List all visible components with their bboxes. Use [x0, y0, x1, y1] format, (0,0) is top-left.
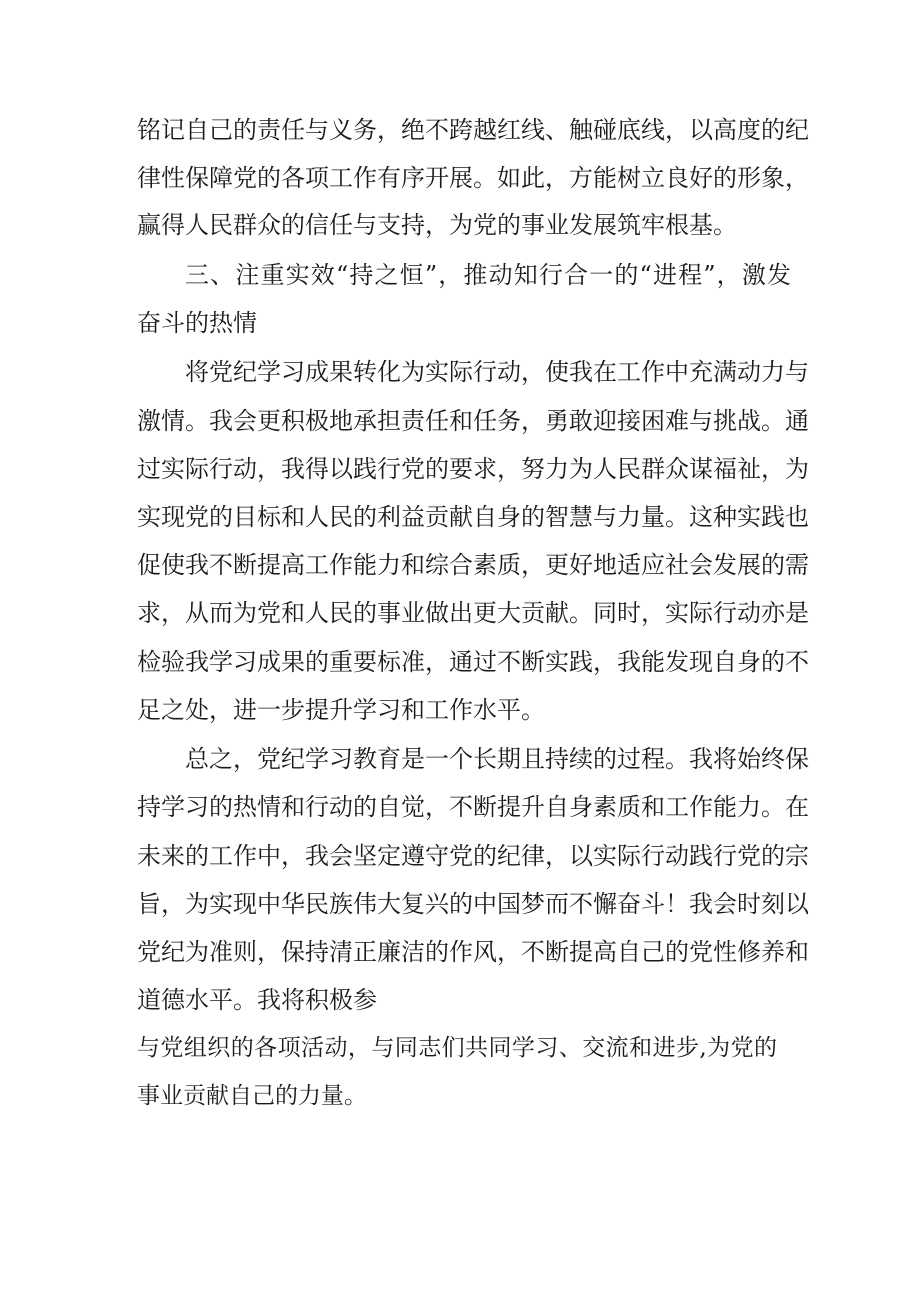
text-line: 过实际行动，我得以践行党的要求，努力为人民群众谋福祉，为	[137, 455, 809, 483]
text-line: 促使我不断提高工作能力和综合素质，更好地适应社会发展的需	[137, 551, 809, 579]
text-line: 总之，党纪学习教育是一个长期且持续的过程。我将始终保	[185, 745, 809, 773]
heading-line: 奋斗的热情	[137, 309, 257, 337]
text-line: 律性保障党的各项工作有序开展。如此，方能树立良好的形象，	[137, 164, 809, 192]
text-line: 道德水平。我将积极参	[137, 986, 377, 1014]
text-line: 与党组织的各项活动，与同志们共同学习、交流和进步,为党的	[137, 1035, 777, 1061]
text-line: 实现党的目标和人民的利益贡献自身的智慧与力量。这种实践也	[137, 503, 809, 531]
text-line: 足之处，进一步提升学习和工作水平。	[137, 696, 545, 724]
text-line: 党纪为准则，保持清正廉洁的作风，不断提高自己的党性修养和	[137, 938, 809, 966]
text-line: 旨，为实现中华民族伟大复兴的中国梦而不懈奋斗！我会时刻以	[137, 890, 809, 918]
text-line: 检验我学习成果的重要标准，通过不断实践，我能发现自身的不	[137, 648, 809, 676]
text-line: 持学习的热情和行动的自觉，不断提升自身素质和工作能力。在	[137, 793, 809, 821]
text-line: 铭记自己的责任与义务，绝不跨越红线、触碰底线，以高度的纪	[137, 116, 809, 144]
text-line: 求，从而为党和人民的事业做出更大贡献。同时，实际行动亦是	[137, 599, 809, 627]
text-line: 将党纪学习成果转化为实际行动，使我在工作中充满动力与	[185, 358, 809, 386]
text-line: 赢得人民群众的信任与支持，为党的事业发展筑牢根基。	[137, 211, 737, 239]
heading-line: 三、注重实效“持之恒”，推动知行合一的“进程”，激发	[185, 261, 791, 289]
text-line: 事业贡献自己的力量。	[137, 1083, 367, 1109]
text-line: 未来的工作中，我会坚定遵守党的纪律，以实际行动践行党的宗	[137, 842, 809, 870]
text-line: 激情。我会更积极地承担责任和任务，勇敢迎接困难与挑战。通	[137, 407, 809, 435]
